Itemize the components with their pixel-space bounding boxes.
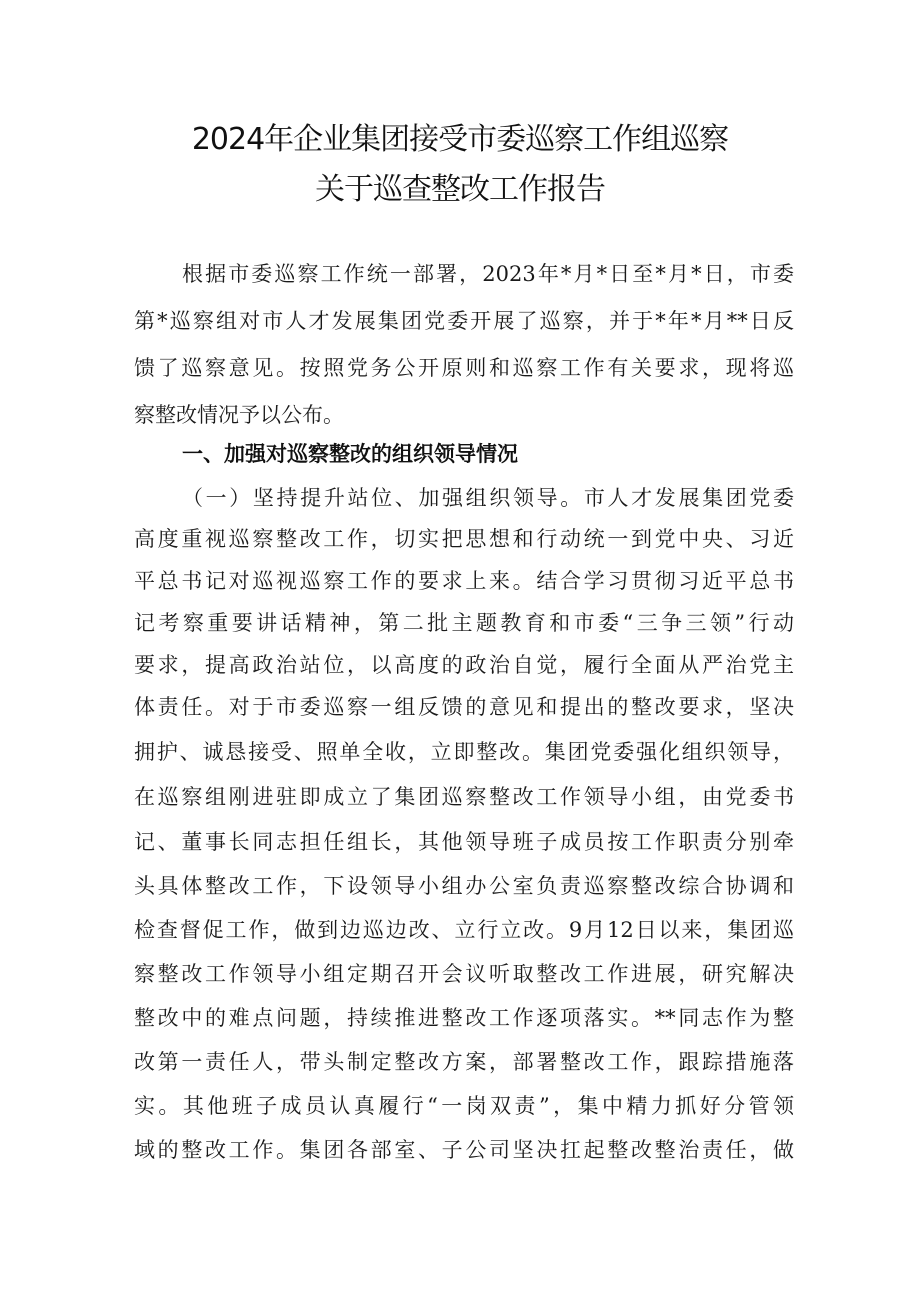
section-body-line: 平总书记对巡视巡察工作的要求上来。结合学习贯彻习近平总书 [134,569,794,593]
intro-paragraph-line: 馈了巡察意见。按照党务公开原则和巡察工作有关要求，现将巡 [134,356,794,380]
document-title-line-1: 2024年企业集团接受市委巡察工作组巡察 [191,122,729,157]
section-body-line: 改第一责任人，带头制定整改方案，部署整改工作，跟踪措施落 [134,1050,794,1074]
document-title-line-2: 关于巡查整改工作报告 [315,172,605,207]
intro-paragraph-line: 第*巡察组对市人才发展集团党委开展了巡察，并于*年*月**日反 [134,309,794,333]
section-body-line: 拥护、诚恳接受、照单全收，立即整改。集团党委强化组织领导， [134,740,794,764]
section-body-line: 察整改工作领导小组定期召开会议听取整改工作进展，研究解决 [134,962,794,986]
section-body-line: 记、董事长同志担任组长，其他领导班子成员按工作职责分别牵 [134,830,794,854]
section-body-line: 要求，提高政治站位，以高度的政治自觉，履行全面从严治党主 [134,653,794,677]
section-body-line: 检查督促工作，做到边巡边改、立行立改。9月12日以来，集团巡 [134,918,794,942]
section-body-line: 域的整改工作。集团各部室、子公司坚决扛起整改整治责任，做 [134,1138,794,1162]
section-body-line: 体责任。对于市委巡察一组反馈的意见和提出的整改要求，坚决 [134,695,794,719]
intro-paragraph-line: 根据市委巡察工作统一部署，2023年*月*日至*月*日，市委 [182,262,794,286]
section-body-line: 高度重视巡察整改工作，切实把思想和行动统一到党中央、习近 [134,527,794,551]
section-body-line: 头具体整改工作，下设领导小组办公室负责巡察整改综合协调和 [134,874,794,898]
intro-paragraph-line: 察整改情况予以公布。 [134,403,344,427]
section-body-line: 实。其他班子成员认真履行“一岗双责”，集中精力抓好分管领 [134,1094,794,1118]
section-heading: 一、加强对巡察整改的组织领导情况 [182,442,518,466]
section-body-line: 在巡察组刚进驻即成立了集团巡察整改工作领导小组，由党委书 [134,785,794,809]
section-body-line: 记考察重要讲话精神，第二批主题教育和市委“三争三领”行动 [134,611,794,635]
section-body-line: （一）坚持提升站位、加强组织领导。市人才发展集团党委 [182,486,794,510]
section-body-line: 整改中的难点问题，持续推进整改工作逐项落实。**同志作为整 [134,1006,794,1030]
